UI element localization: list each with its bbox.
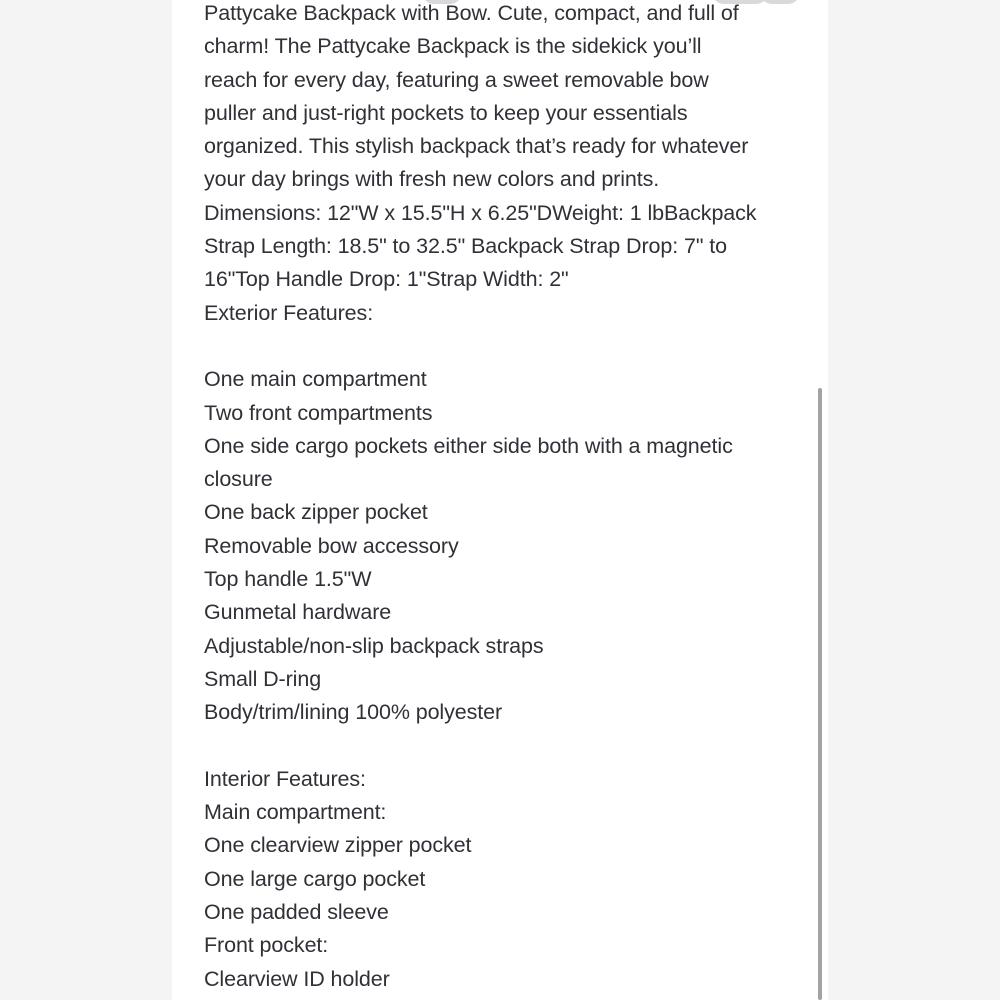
dimensions-line: Strap Length: 18.5" to 32.5" Backpack Strap Drop: 7" to xyxy=(204,234,727,259)
description-line: reach for every day, featuring a sweet removable bow xyxy=(204,67,709,92)
left-margin xyxy=(0,0,172,1000)
exterior-feature-item: One back zipper pocket xyxy=(204,500,428,525)
exterior-feature-item: One main compartment xyxy=(204,367,427,392)
exterior-feature-item: One side cargo pockets either side both with a magnetic xyxy=(204,433,733,458)
interior-feature-item: One large cargo pocket xyxy=(204,866,426,891)
vertical-scrollbar[interactable] xyxy=(818,388,822,1000)
exterior-feature-item: Gunmetal hardware xyxy=(204,600,392,625)
exterior-features-heading: Exterior Features: xyxy=(204,300,374,325)
dimensions-line: Dimensions: 12"W x 15.5"H x 6.25"DWeight: 1 lbBackpack xyxy=(204,200,757,225)
description-line: your day brings with fresh new colors and prints. xyxy=(204,167,660,192)
description-line: charm! The Pattycake Backpack is the sidekick you’ll xyxy=(204,34,702,59)
exterior-feature-item: Adjustable/non-slip backpack straps xyxy=(204,633,544,658)
interior-feature-item: One clearview zipper pocket xyxy=(204,833,472,858)
product-description xyxy=(204,0,804,996)
exterior-feature-item: closure xyxy=(204,467,273,492)
exterior-feature-item: Small D-ring xyxy=(204,666,322,691)
exterior-feature-item: Body/trim/lining 100% polyester xyxy=(204,700,503,725)
interior-features-heading: Interior Features: xyxy=(204,766,366,791)
dimensions-line: 16"Top Handle Drop: 1"Strap Width: 2" xyxy=(204,267,569,292)
description-line: Pattycake Backpack with Bow. Cute, compact, and full of xyxy=(204,1,739,25)
interior-feature-item: Main compartment: xyxy=(204,800,387,825)
blank-line xyxy=(204,330,804,363)
blank-line xyxy=(204,730,804,763)
exterior-feature-item: Two front compartments xyxy=(204,400,433,425)
exterior-feature-item: Removable bow accessory xyxy=(204,533,459,558)
description-card xyxy=(172,0,828,1000)
right-margin xyxy=(828,0,1000,1000)
interior-feature-item: One padded sleeve xyxy=(204,900,389,925)
interior-feature-item: Clearview ID holder xyxy=(204,966,390,991)
interior-feature-item: Front pocket: xyxy=(204,933,329,958)
exterior-feature-item: Top handle 1.5"W xyxy=(204,567,372,592)
description-line: organized. This stylish backpack that’s ready for whatever xyxy=(204,134,749,159)
description-line: puller and just-right pockets to keep your essentials xyxy=(204,100,688,125)
